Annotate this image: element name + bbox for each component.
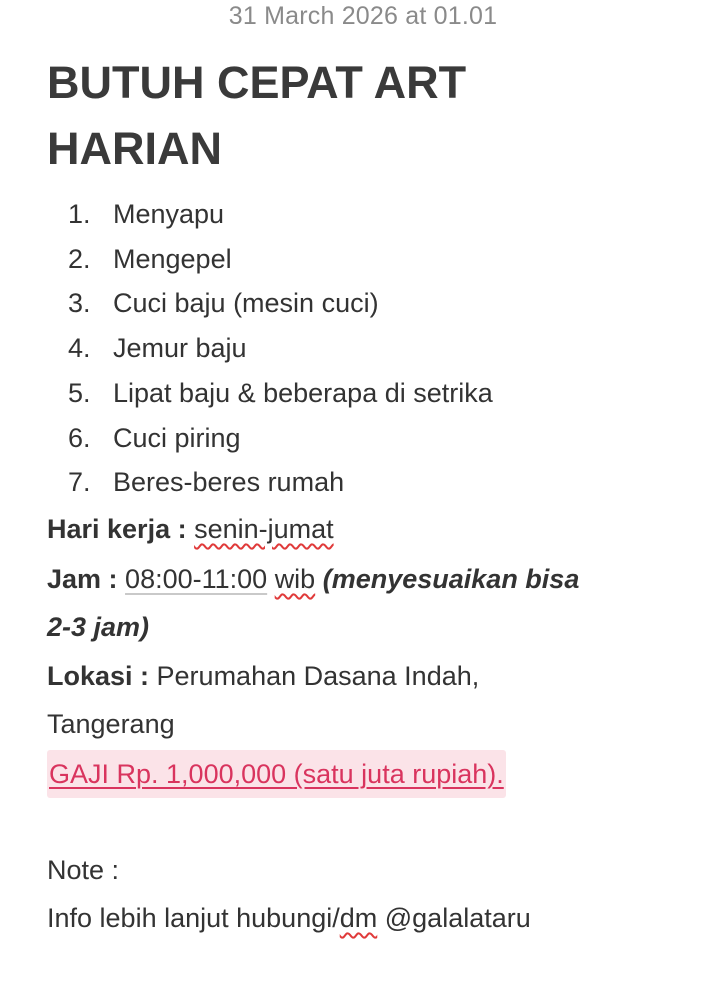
workdays-line[interactable] <box>47 505 697 553</box>
hours-note-continued: 2-3 jam) <box>47 612 150 642</box>
list-item[interactable]: 5. Lipat baju & beberapa di setrika <box>68 377 493 408</box>
location-line[interactable] <box>47 652 697 748</box>
contact-handle: @galalataru <box>377 903 531 933</box>
hours-line[interactable] <box>47 555 697 651</box>
list-item[interactable]: 2. Mengepel <box>68 243 232 274</box>
note-timestamp: 31 March 2026 at 01.01 <box>228 2 498 30</box>
contact-prefix: Info lebih lanjut hubungi/ <box>47 903 340 933</box>
task-list <box>47 192 493 505</box>
hours-label: Jam : <box>47 564 126 594</box>
location-value: Perumahan Dasana Indah, <box>156 661 480 691</box>
hours-time: 08:00-11:00 <box>125 564 268 594</box>
list-item[interactable]: 7. Beres-beres rumah <box>68 467 345 498</box>
list-item[interactable]: 3. Cuci baju (mesin cuci) <box>68 288 379 319</box>
list-item[interactable]: 1. Menyapu <box>68 199 225 229</box>
note-label[interactable]: Note : <box>47 855 120 885</box>
workdays-value: senin-jumat <box>194 514 334 544</box>
hours-zone: wib <box>274 564 316 594</box>
location-label: Lokasi : <box>47 661 157 691</box>
workdays-label: Hari kerja : <box>47 514 195 544</box>
note-title[interactable]: BUTUH CEPAT ART HARIAN <box>47 57 467 174</box>
hours-note: (menyesuaikan bisa <box>322 564 580 594</box>
contact-dm: dm <box>339 903 378 933</box>
contact-line[interactable] <box>47 894 697 942</box>
list-item[interactable]: 4. Jemur baju <box>68 333 247 364</box>
location-city: Tangerang <box>47 709 175 739</box>
salary-highlight: GAJI Rp. 1,000,000 (satu juta rupiah). <box>47 750 506 798</box>
salary-line[interactable] <box>47 750 697 798</box>
list-item[interactable]: 6. Cuci piring <box>68 422 241 453</box>
